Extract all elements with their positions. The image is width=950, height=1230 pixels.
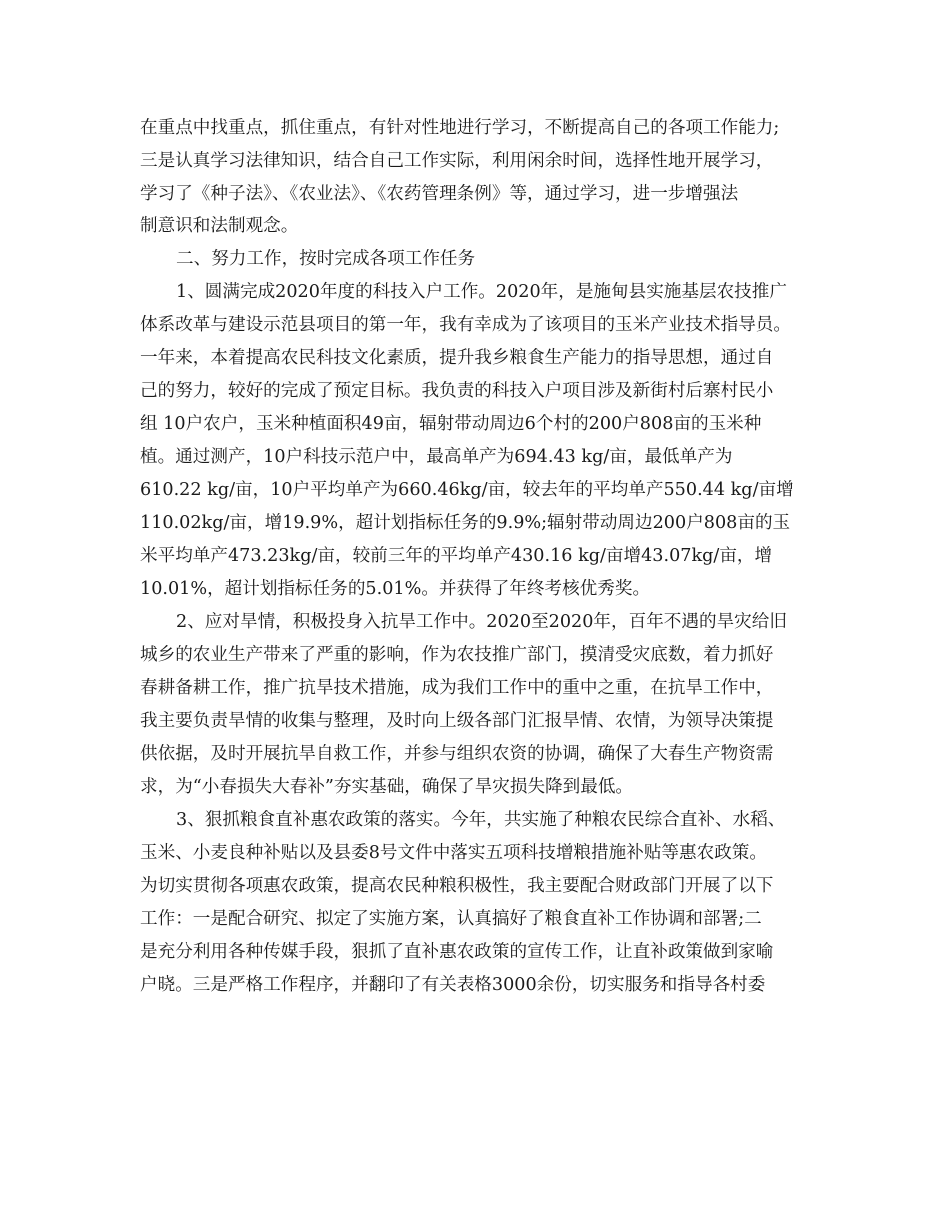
text-line: 10.01%，超计划指标任务的5.01%。并获得了年终考核优秀奖。 [140, 579, 651, 599]
text-line: 一年来，本着提高农民科技文化素质，提升我乡粮食生产能力的指导思想，通过自 [140, 348, 774, 368]
text-line: 2、应对旱情，积极投身入抗旱工作中。2020至2020年，百年不遇的旱灾给旧 [176, 612, 787, 632]
text-line: 110.02kg/亩，增19.9%，超计划指标任务的9.9%;辐射带动周边200户808亩的玉 [140, 513, 791, 533]
text-line: 己的努力，较好的完成了预定目标。我负责的科技入户项目涉及新街村后寨村民小 [140, 381, 774, 401]
text-line: 玉米、小麦良种补贴以及县委8号文件中落实五项科技增粮措施补贴等惠农政策。 [140, 843, 767, 863]
text-line: 供依据，及时开展抗旱自救工作，并参与组织农资的协调，确保了大春生产物资需 [140, 744, 774, 764]
text-line: 植。通过测产，10户科技示范户中，最高单产为694.43 kg/亩，最低单产为 [140, 447, 733, 467]
text-line: 3、狠抓粮食直补惠农政策的落实。今年，共实施了种粮农民综合直补、水稻、 [176, 810, 786, 830]
text-line: 三是认真学习法律知识，结合自己工作实际，利用闲余时间，选择性地开展学习， [140, 151, 774, 171]
section-heading: 二、努力工作，按时完成各项工作任务 [176, 249, 476, 269]
text-line: 组 10户农户，玉米种植面积49亩，辐射带动周边6个村的200户808亩的玉米种 [140, 414, 762, 434]
text-line: 体系改革与建设示范县项目的第一年，我有幸成为了该项目的玉米产业技术指导员。 [140, 315, 791, 335]
text-line: 制意识和法制观念。 [140, 216, 299, 236]
text-line: 我主要负责旱情的收集与整理，及时向上级各部门汇报旱情、农情，为领导决策提 [140, 711, 774, 731]
text-line: 户晓。三是严格工作程序，并翻印了有关表格3000余份，切实服务和指导各村委 [140, 975, 766, 995]
text-line: 城乡的农业生产带来了严重的影响，作为农技推广部门，摸清受灾底数，着力抓好 [140, 645, 774, 665]
text-line: 为切实贯彻各项惠农政策，提高农民种粮积极性，我主要配合财政部门开展了以下 [140, 876, 774, 896]
text-line: 是充分利用各种传媒手段，狠抓了直补惠农政策的宣传工作，让直补政策做到家喻 [140, 942, 774, 962]
text-line: 1、圆满完成2020年度的科技入户工作。2020年，是施甸县实施基层农技推广 [176, 282, 787, 302]
text-line: 春耕备耕工作，推广抗旱技术措施，成为我们工作中的重中之重，在抗旱工作中， [140, 678, 774, 698]
text-line: 米平均单产473.23kg/亩，较前三年的平均单产430.16 kg/亩增43.07kg/亩，增 [140, 546, 773, 566]
text-line: 求，为“小春损失大春补”夯实基础，确保了旱灾损失降到最低。 [140, 777, 634, 797]
text-line: 学习了《种子法》、《农业法》、《农药管理条例》等，通过学习，进一步增强法 [140, 184, 739, 204]
text-line: 工作：一是配合研究、拟定了实施方案，认真搞好了粮食直补工作协调和部署;二 [140, 909, 762, 929]
text-line: 在重点中找重点，抓住重点，有针对性地进行学习，不断提高自己的各项工作能力; [140, 118, 780, 138]
text-line: 610.22 kg/亩，10户平均单产为660.46kg/亩，较去年的平均单产550.44 kg/亩增 [140, 480, 794, 500]
